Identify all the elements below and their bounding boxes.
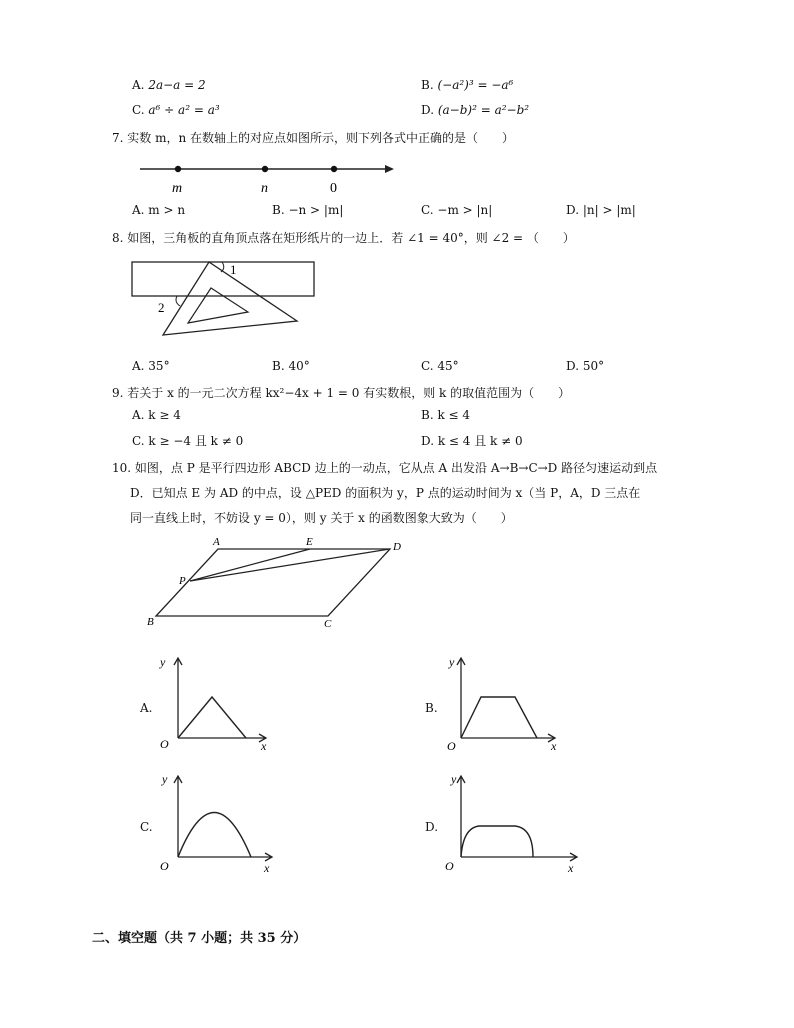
q10-stem-line1: 10. 如图，点 P 是平行四边形 ABCD 边上的一动点，它从点 A 出发沿 A→B→C→D 路径匀速运动到点 [112, 461, 658, 475]
q6-option-a-label: A. [132, 78, 145, 92]
q7-option-b: B. −n > |m| [272, 203, 344, 217]
label-zero: 0 [330, 181, 337, 196]
graph-d-label: D. [425, 820, 439, 834]
point-d-label: D [393, 541, 401, 553]
graph-b [445, 652, 565, 752]
graph-c-origin: O [160, 859, 169, 873]
graph-d-y-label: y [451, 772, 457, 786]
graph-c-x-label: x [264, 861, 270, 874]
q6-option-a [132, 78, 206, 92]
q8-option-b: B. 40° [272, 359, 310, 373]
label-n: n [261, 181, 268, 196]
graph-d-curve [461, 826, 533, 857]
q7-number-line [138, 158, 398, 198]
q6-option-a-text: 2a−a = 2 [148, 78, 206, 92]
graph-a [158, 652, 278, 752]
q10-stem-line3: 同一直线上时，不妨设 y = 0），则 y 关于 x 的函数图象大致为（ ） [130, 511, 513, 525]
graph-d-x-label: x [568, 861, 574, 874]
graph-a-x-label: x [261, 739, 267, 752]
q9-stem: 9. 若关于 x 的一元二次方程 kx²−4x + 1 = 0 有实数根，则 k 的取值范围为（ ） [112, 386, 571, 400]
q8-option-a: A. 35° [132, 359, 170, 373]
label-m: m [172, 181, 183, 196]
angle-2-arc [176, 296, 180, 306]
q6-option-c-label: C. [132, 103, 145, 117]
q9-option-c: C. k ≥ −4 且 k ≠ 0 [132, 434, 244, 448]
q8-option-d: D. 50° [566, 359, 605, 373]
graph-c-y-label: y [162, 772, 168, 786]
graph-a-y-label: y [160, 655, 166, 669]
section-2-heading: 二、填空题（共 7 小题；共 35 分） [92, 931, 307, 946]
graph-d [445, 770, 585, 874]
point-c-label: C [324, 618, 332, 630]
point-a-label: A [213, 536, 220, 548]
q6-option-d-label: D. [421, 103, 435, 117]
point-zero [331, 166, 337, 172]
point-n [262, 166, 268, 172]
graph-b-x-label: x [551, 739, 557, 752]
graph-b-label: B. [425, 701, 438, 715]
q8-stem: 8. 如图，三角板的直角顶点落在矩形纸片的一边上．若 ∠1 = 40°，则 ∠2 = （ ） [112, 231, 575, 245]
graph-b-curve [461, 697, 537, 738]
triangle-ruler-inner [188, 288, 248, 323]
angle-2-label: 2 [158, 300, 165, 315]
q6-option-d [421, 103, 529, 117]
q9-option-d: D. k ≤ 4 且 k ≠ 0 [421, 434, 523, 448]
graph-c-label: C. [140, 820, 153, 834]
q7-option-c: C. −m > |n| [421, 203, 493, 217]
q10-stem-line2: D．已知点 E 为 AD 的中点，设 △PED 的面积为 y，P 点的运动时间为 x（当 P，A，D 三点在 [130, 486, 641, 500]
q7-option-a: A. m > n [132, 203, 186, 217]
point-m [175, 166, 181, 172]
q6-option-b [421, 78, 513, 92]
q7-option-d: D. |n| > |m| [566, 203, 636, 217]
q8-option-c: C. 45° [421, 359, 459, 373]
q6-option-b-text: (−a²)³ = −a⁶ [437, 78, 514, 92]
q10-parallelogram-figure [140, 533, 420, 633]
q6-option-c [132, 103, 220, 117]
q6-option-c-text: a⁶ ÷ a² = a³ [148, 103, 220, 117]
graph-a-origin: O [160, 737, 169, 751]
rectangle-paper [132, 262, 314, 296]
q9-option-a: A. k ≥ 4 [132, 408, 181, 422]
graph-c [158, 770, 278, 874]
q6-option-d-text: (a−b)² = a²−b² [437, 103, 530, 117]
q6-option-b-label: B. [421, 78, 434, 92]
point-b-label: B [147, 616, 154, 628]
point-p-label: P [179, 575, 186, 587]
q9-option-b: B. k ≤ 4 [421, 408, 471, 422]
q8-figure [130, 256, 320, 336]
angle-1-label: 1 [230, 262, 237, 277]
graph-c-curve [178, 813, 251, 858]
graph-b-origin: O [447, 739, 456, 752]
graph-b-y-label: y [449, 655, 455, 669]
point-e-label: E [306, 536, 313, 548]
graph-d-origin: O [445, 859, 454, 873]
q7-stem: 7. 实数 m，n 在数轴上的对应点如图所示，则下列各式中正确的是（ ） [112, 131, 515, 145]
graph-a-label: A. [140, 701, 153, 715]
graph-a-curve [178, 697, 246, 738]
